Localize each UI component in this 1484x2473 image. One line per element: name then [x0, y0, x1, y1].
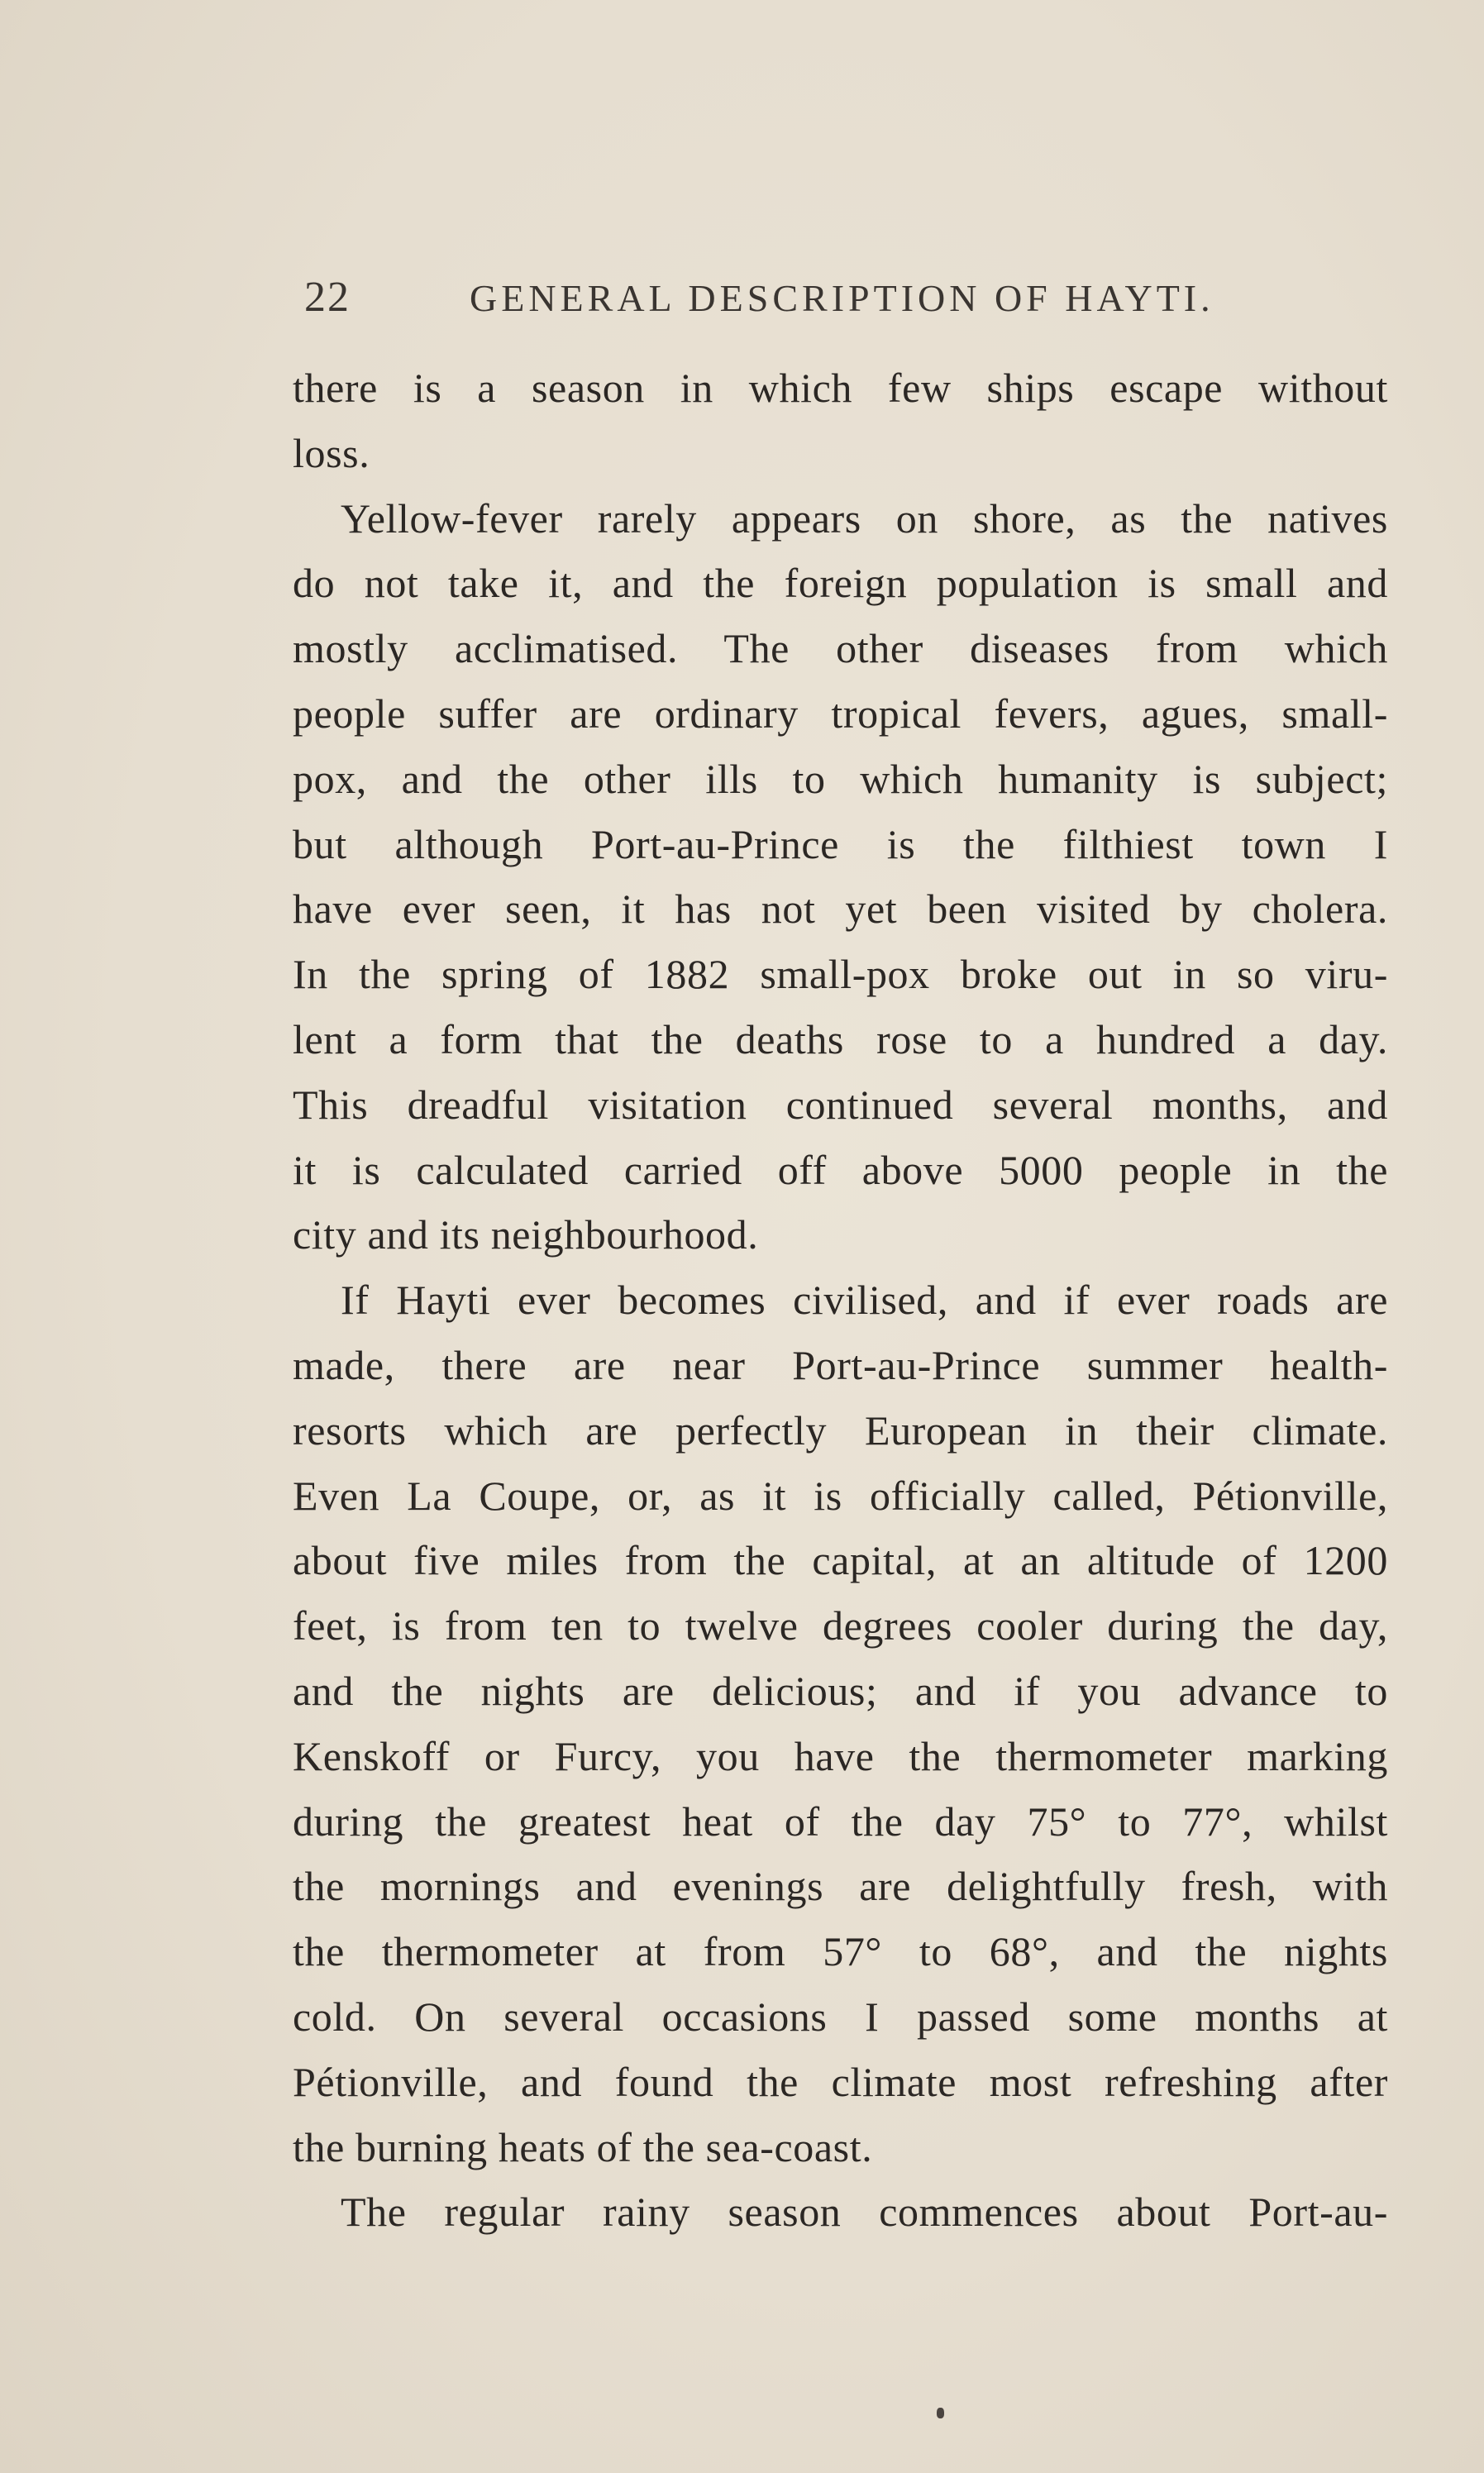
text-line: Even La Coupe, or, as it is officially called, Pétionville,	[293, 1472, 1388, 1519]
text-line: feet, is from ten to twelve degrees cooler during the day,	[293, 1602, 1388, 1649]
body-text	[293, 356, 1388, 2245]
text-line: people suffer are ordinary tropical fevers, agues, small-	[293, 690, 1388, 737]
text-line: about five miles from the capital, at an altitude of 1200	[293, 1537, 1388, 1584]
text-line: mostly acclimatised. The other diseases from which	[293, 625, 1388, 672]
text-line: resorts which are perfectly European in their climate.	[293, 1406, 1388, 1454]
text-line: the thermometer at from 57° to 68°, and the nights	[293, 1928, 1388, 1975]
running-title: GENERAL DESCRIPTION OF HAYTI.	[470, 277, 1214, 319]
ink-speck	[937, 2408, 944, 2418]
text-line: have ever seen, it has not yet been visited by cholera.	[293, 886, 1388, 933]
text-line: do not take it, and the foreign population is small and	[293, 560, 1388, 607]
text-line: made, there are near Port-au-Prince summer health-	[293, 1341, 1388, 1388]
text-line: the mornings and evenings are delightfully fresh, with	[293, 1863, 1388, 1910]
text-line: pox, and the other ills to which humanity is subject;	[293, 755, 1388, 802]
text-line: city and its neighbourhood.	[293, 1211, 759, 1258]
text-line: The regular rainy season commences about Port-au-	[341, 2189, 1388, 2236]
text-line: during the greatest heat of the day 75° to 77°, whilst	[293, 1797, 1388, 1845]
page-header	[288, 273, 1391, 331]
text-line: and the nights are delicious; and if you advance to	[293, 1667, 1388, 1714]
text-line: loss.	[293, 429, 370, 476]
text-line: lent a form that the deaths rose to a hundred a day.	[293, 1015, 1388, 1062]
text-line: but although Port-au-Prince is the filthiest town I	[293, 820, 1388, 867]
text-line: the burning heats of the sea-coast.	[293, 2123, 873, 2170]
text-line: it is calculated carried off above 5000 people in the	[293, 1146, 1388, 1193]
text-line: cold. On several occasions I passed some months at	[293, 1993, 1388, 2040]
text-line: Kenskoff or Furcy, you have the thermometer marking	[293, 1732, 1388, 1779]
text-line: Pétionville, and found the climate most refreshing after	[293, 2058, 1388, 2105]
text-line: there is a season in which few ships escape without	[293, 365, 1388, 411]
page-number: 22	[304, 274, 351, 321]
text-line: In the spring of 1882 small-pox broke out in so viru-	[293, 951, 1388, 998]
text-line: This dreadful visitation continued several months, and	[293, 1081, 1388, 1128]
text-line: Yellow-fever rarely appears on shore, as the natives	[341, 494, 1388, 542]
text-line: If Hayti ever becomes civilised, and if ever roads are	[341, 1277, 1388, 1324]
